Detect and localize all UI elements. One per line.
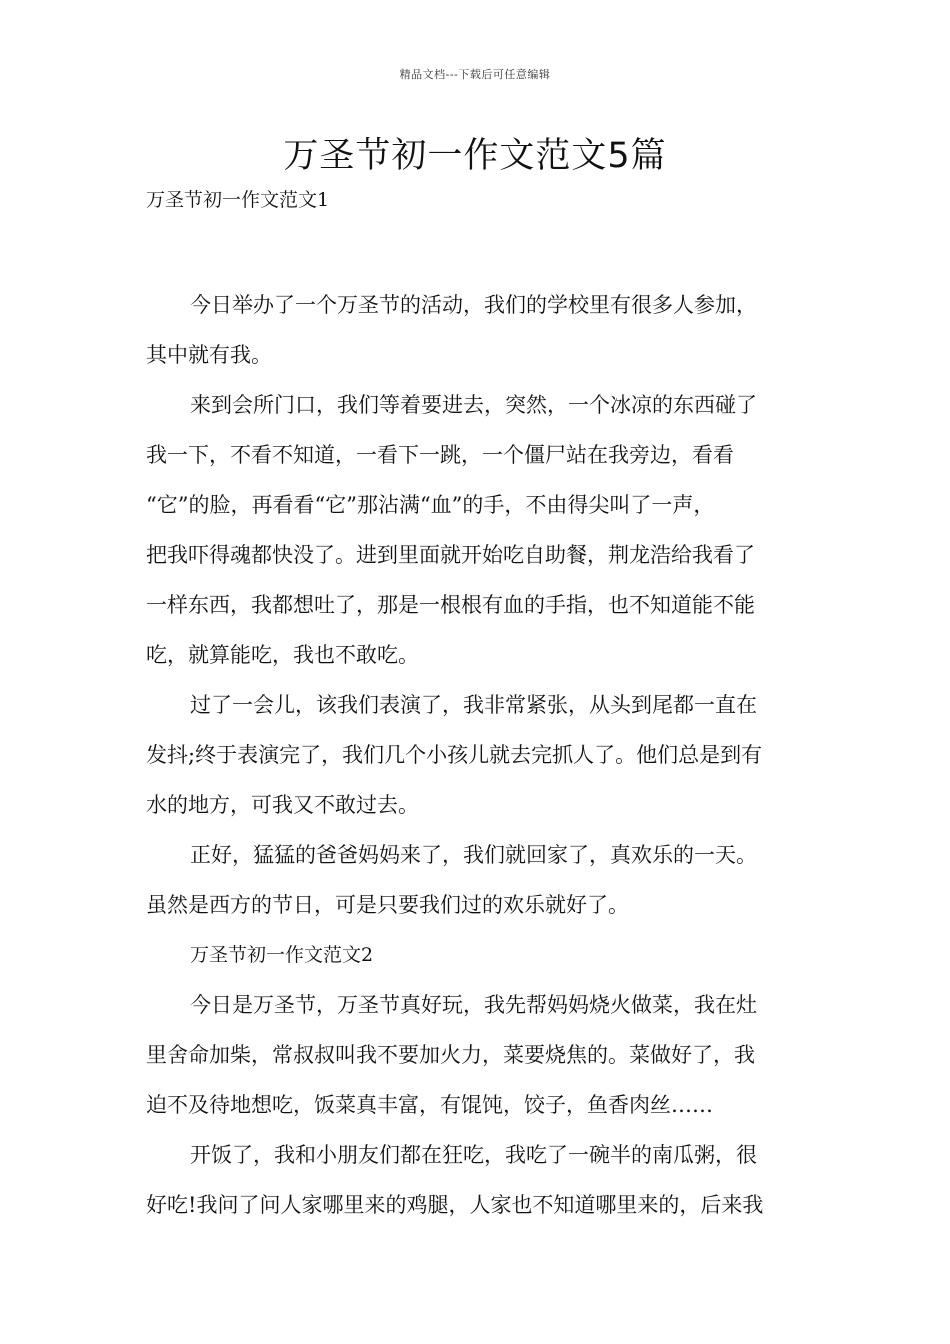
- text-line: 开饭了，我和小朋友们都在狂吃，我吃了一碗半的南瓜粥，很: [190, 1143, 757, 1167]
- text-line: 一样东西，我都想吐了，那是一根根有血的手指，也不知道能不能: [146, 593, 755, 617]
- text-line: 今日是万圣节，万圣节真好玩，我先帮妈妈烧火做菜，我在灶: [190, 993, 757, 1017]
- body-text: [146, 280, 810, 1230]
- text-line: 今日举办了一个万圣节的活动，我们的学校里有很多人参加，: [190, 293, 757, 317]
- paragraph: [146, 1130, 810, 1230]
- text-line: 发抖;终于表演完了，我们几个小孩儿就去完抓人了。他们总是到有: [146, 743, 763, 767]
- paragraph: [146, 980, 810, 1130]
- text-line: 来到会所门口，我们等着要进去，突然，一个冰凉的东西碰了: [190, 393, 757, 417]
- text-line: 水的地方，可我又不敢过去。: [146, 793, 419, 817]
- paragraph: [146, 680, 810, 830]
- text-line: 把我吓得魂都快没了。进到里面就开始吃自助餐，荆龙浩给我看了: [146, 543, 755, 567]
- text-line: 虽然是西方的节日，可是只要我们过的欢乐就好了。: [146, 893, 629, 917]
- paragraph: [146, 830, 810, 930]
- paragraph: [146, 380, 810, 680]
- text-line: 吃，就算能吃，我也不敢吃。: [146, 643, 419, 667]
- text-line: 迫不及待地想吃，饭菜真丰富，有馄饨，饺子，鱼香肉丝……: [146, 1093, 713, 1117]
- section-2-title: 万圣节初一作文范文2: [190, 944, 374, 966]
- text-line: 我一下，不看不知道，一看下一跳，一个僵尸站在我旁边，看看: [146, 443, 734, 467]
- text-line: 过了一会儿，该我们表演了，我非常紧张，从头到尾都一直在: [190, 693, 757, 717]
- document-title: 万圣节初一作文范文5篇: [283, 136, 667, 176]
- header-note: 精品文档---下载后可任意编辑: [399, 68, 551, 81]
- text-line: 好吃!我问了问人家哪里来的鸡腿，人家也不知道哪里来的，后来我: [146, 1193, 764, 1217]
- section-1-title: 万圣节初一作文范文1: [146, 189, 330, 211]
- paragraph: [146, 280, 810, 380]
- text-line: 正好，猛猛的爸爸妈妈来了，我们就回家了，真欢乐的一天。: [190, 843, 757, 867]
- text-line: 其中就有我。: [146, 343, 272, 367]
- text-line: “它”的脸，再看看“它”那沾满“血”的手，不由得尖叫了一声，: [146, 493, 715, 517]
- text-line: 里舍命加柴，常叔叔叫我不要加火力，菜要烧焦的。菜做好了，我: [146, 1043, 755, 1067]
